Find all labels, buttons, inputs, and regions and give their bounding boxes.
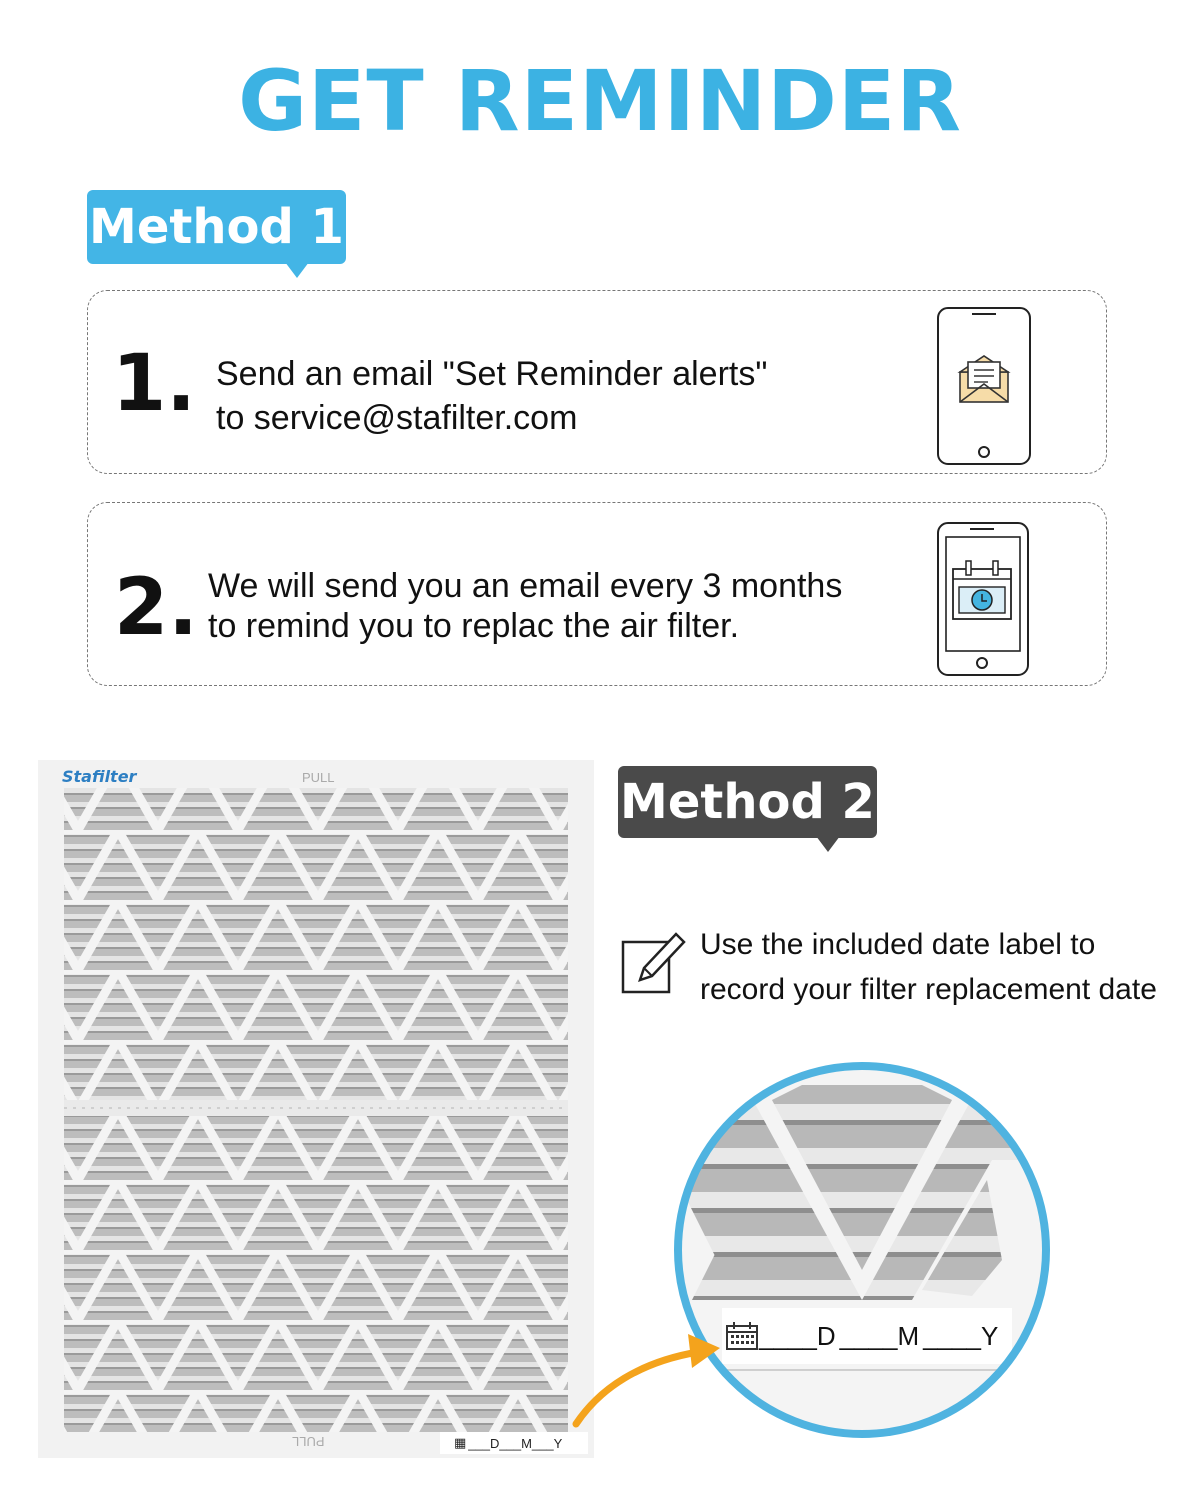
step-number: 2. <box>114 563 198 653</box>
step-2-card <box>87 502 1107 686</box>
zoom-year: ____Y <box>923 1320 999 1351</box>
step-1-line-1: Send an email "Set Reminder alerts" <box>216 355 768 393</box>
brand-logo <box>62 767 136 786</box>
method-2-line-2: record your filter replacement date <box>700 973 1157 1006</box>
zoom-day: ____D <box>759 1320 836 1351</box>
phone-email-icon <box>936 306 1032 466</box>
step-1-line-2: to service@stafilter.com <box>216 399 578 437</box>
pull-label-top: PULL <box>302 770 335 785</box>
zoom-month: ____M <box>839 1320 920 1351</box>
page-title: GET REMINDER <box>238 52 962 150</box>
filter-date-text: ___D___M___Y <box>468 1435 563 1451</box>
step-number: 1. <box>112 339 196 429</box>
pull-label-bottom: PULL <box>292 1434 325 1449</box>
method-1-label: Method 1 <box>89 199 344 255</box>
pen-edit-icon <box>620 928 690 998</box>
method-2-label: Method 2 <box>620 774 875 830</box>
phone-calendar-icon <box>936 521 1030 677</box>
calendar-icon: ▦ <box>454 1435 467 1450</box>
brand-name: Stafilter <box>62 767 137 786</box>
calendar-icon <box>725 1321 759 1351</box>
step-2-line-1: We will send you an email every 3 months <box>208 567 843 605</box>
tag-pointer <box>816 836 840 852</box>
air-filter-image <box>38 760 594 1458</box>
step-2-line-2: to remind you to replac the air filter. <box>208 607 740 645</box>
step-1-card <box>87 290 1107 474</box>
method-2-line-1: Use the included date label to <box>700 928 1096 961</box>
arrow-icon <box>570 1318 730 1428</box>
tag-pointer <box>285 262 309 278</box>
zoom-date-label <box>725 1312 1009 1360</box>
filter-date-label <box>440 1432 588 1454</box>
method-2-tag <box>618 766 877 838</box>
method-1-tag <box>87 190 346 264</box>
